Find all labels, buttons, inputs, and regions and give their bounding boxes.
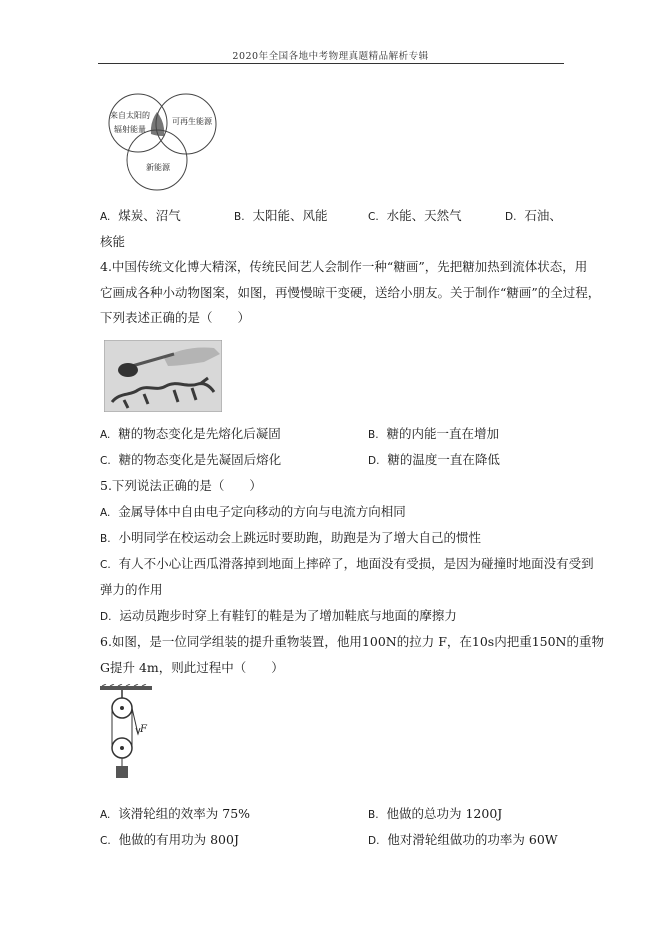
q4-option-b: B. 糖的内能一直在增加 <box>368 426 500 441</box>
q5-option-c: C. 有人不小心让西瓜滑落掉到地面上摔碎了，地面没有受损，是因为碰撞时地面没有受到 <box>100 556 594 571</box>
page-header: 2020年全国各地中考物理真题精品解析专辑 <box>232 51 429 62</box>
q6-stem-line1: 6.如图，是一位同学组装的提升重物装置，他用100N的拉力 F，在10s内把重150N的重物 <box>100 634 604 649</box>
q6-option-d: D. 他对滑轮组做功的功率为 60W <box>368 832 558 847</box>
venn-label-sun-1: 来自太阳的 <box>110 111 150 120</box>
q3-option-c: C. 水能、天然气 <box>368 208 462 223</box>
q3-option-d-continued: 核能 <box>100 234 126 249</box>
pulley-system-diagram <box>98 684 158 794</box>
venn-label-new: 新能源 <box>146 163 170 172</box>
q5-option-b: B. 小明同学在校运动会上跳远时要助跑，助跑是为了增大自己的惯性 <box>100 530 482 545</box>
q6-stem-line2: G提升 4m，则此过程中（ ） <box>100 660 284 675</box>
q4-option-a: A. 糖的物态变化是先熔化后凝固 <box>100 426 281 441</box>
q6-option-a: A. 该滑轮组的效率为 75% <box>100 806 251 821</box>
q5-option-d: D. 运动员跑步时穿上有鞋钉的鞋是为了增加鞋底与地面的摩擦力 <box>100 608 457 623</box>
header-rule <box>98 63 564 64</box>
q3-option-d: D. 石油、 <box>505 208 562 223</box>
q4-stem-line2: 它画成各种小动物图案，如图，再慢慢晾干变硬，送给小朋友。关于制作“糖画”的全过程， <box>100 285 601 300</box>
q4-option-c: C. 糖的物态变化是先凝固后熔化 <box>100 452 282 467</box>
q4-stem-line1: 4.中国传统文化博大精深，传统民间艺人会制作一种“糖画”，先把糖加热到流体状态，用 <box>100 259 588 274</box>
q4-stem-line3: 下列表述正确的是（ ） <box>100 310 251 325</box>
sugar-painting-photo <box>104 340 222 412</box>
q4-option-d: D. 糖的温度一直在降低 <box>368 452 500 467</box>
q5-option-c-continued: 弹力的作用 <box>100 582 163 597</box>
venn-diagram <box>104 88 234 198</box>
venn-label-sun-2: 辐射能量 <box>114 125 146 134</box>
q6-option-c: C. 他做的有用功为 800J <box>100 832 239 847</box>
ceiling <box>100 686 152 690</box>
q3-option-b: B. 太阳能、风能 <box>234 208 328 223</box>
q6-option-b: B. 他做的总功为 1200J <box>368 806 503 821</box>
weight-block <box>116 766 128 778</box>
ladle-bowl <box>118 363 138 377</box>
venn-circle-new <box>127 130 187 190</box>
venn-label-renewable: 可再生能源 <box>172 117 212 126</box>
q3-option-a: A. 煤炭、沼气 <box>100 208 181 223</box>
force-label: F <box>140 724 147 735</box>
q5-stem: 5.下列说法正确的是（ ） <box>100 478 262 493</box>
q5-option-a: A. 金属导体中自由电子定向移动的方向与电流方向相同 <box>100 504 406 519</box>
